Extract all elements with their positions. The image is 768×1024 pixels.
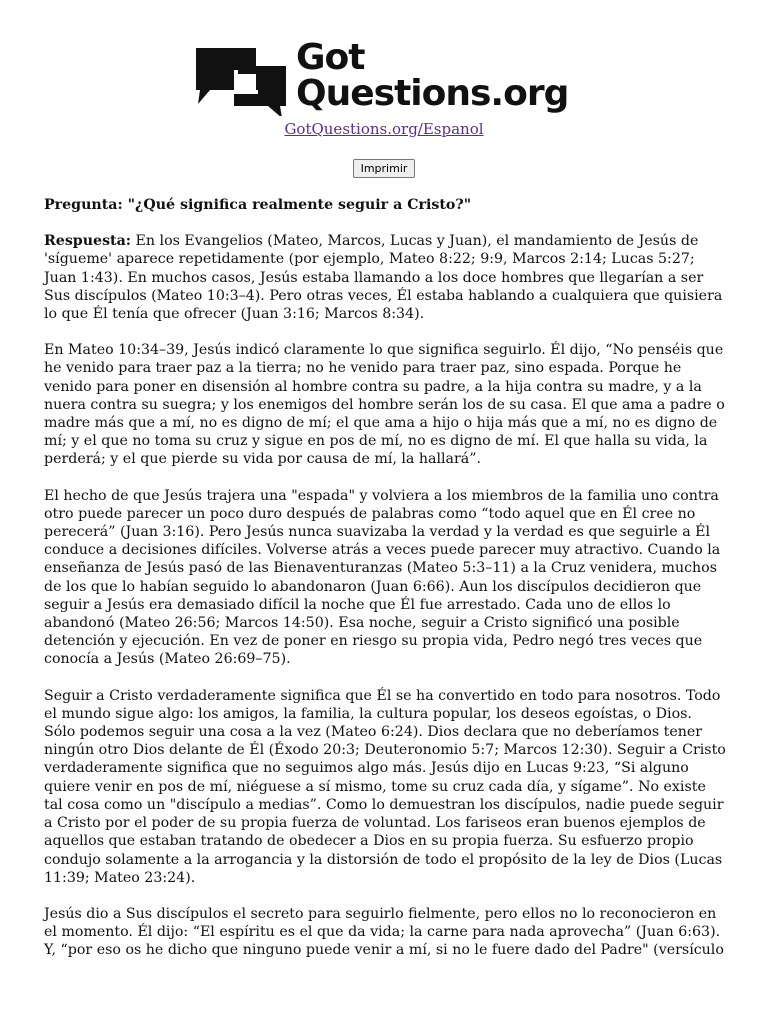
answer-intro-text: En los Evangelios (Mateo, Marcos, Lucas y Juan), el mandamiento de Jesús de 'sígueme' aparece repetidamente (por ejemplo, Mateo 8:22; 9:9, Marcos 2:14; Lucas 5:27; Juan 1:43). En muchos casos, Jesús estaba llamando a los doce hombres que llegarían a ser Sus discípulos (Mateo 10:3–4). Pero otras veces, Él estaba hablando a cualquiera que quisiera lo que Él tenía que ofrecer (Juan 3:16; Marcos 8:34). [44, 233, 723, 323]
logo-line-questions: Questions.org [296, 73, 569, 114]
logo-line-got: Got [296, 37, 365, 78]
question-heading: Pregunta: "¿Qué significa realmente seguir a Cristo?" [44, 197, 472, 213]
article-paragraph: Jesús dio a Sus discípulos el secreto para seguirlo fielmente, pero ellos no lo reconocieron en el momento. Él dijo: “El espíritu es el que da vida; la carne para nada aprovecha” (Juan 6:63). Y, “por eso os he dicho que ninguno puede venir a mí, si no le fuere dado del Padre" (versículo [44, 905, 724, 959]
print-button[interactable]: Imprimir [353, 159, 416, 178]
speech-bubbles-icon [194, 44, 288, 116]
article-paragraph: Seguir a Cristo verdaderamente significa que Él se ha convertido en todo para nosotros. Todo el mundo sigue algo: los amigos, la familia, la cultura popular, los deseos egoístas, o Dios. Sólo podemos seguir una cosa a la vez (Mateo 6:24). Dios declara que no deberíamos tener ningún otro Dios delante de Él (Éxodo 20:3; Deuteronomio 5:7; Marcos 12:30). Seguir a Cristo verdaderamente significa que no seguimos algo más. Jesús dijo en Lucas 9:23, “Si alguno quiere venir en pos de mí, niéguese a sí mismo, tome su cruz cada día, y sígame”. No existe tal cosa como un "discípulo a medias”. Como lo demuestran los discípulos, nadie puede seguir a Cristo por el poder de su propia fuerza de voluntad. Los fariseos eran buenos ejemplos de aquellos que estaban tratando de obedecer a Dios en su propia fuerza. Su esfuerzo propio condujo solamente a la arrogancia y la distorsión de todo el propósito de la ley de Dios (Lucas 11:39; Mateo 23:24). [44, 687, 726, 886]
article-paragraph: En Mateo 10:34–39, Jesús indicó claramente lo que significa seguirlo. Él dijo, “No penséis que he venido para traer paz a la tierra; no he venido para traer paz, sino espada. Porque he venido para poner en disensión al hombre contra su padre, a la hija contra su madre, y a la nuera contra su suegra; y los enemigos del hombre serán los de su casa. El que ama a padre o madre más que a mí, no es digno de mí; el que ama a hijo o hija más que a mí, no es digno de mí; y el que no toma su cruz y sigue en pos de mí, no es digno de mí. El que halla su vida, la perderá; y el que pierde su vida por causa de mí, la hallará”. [44, 342, 725, 468]
answer-paragraph [44, 232, 726, 323]
article-paragraph: El hecho de que Jesús trajera una "espada" y volviera a los miembros de la familia uno contra otro puede parecer un poco duro después de palabras como “todo aquel que en Él cree no perecerá” (Juan 3:16). Pero Jesús nunca suavizaba la verdad y la verdad es que seguirle a Él conduce a decisiones difíciles. Volverse atrás a veces puede parecer muy atractivo. Cuando la enseñanza de Jesús pasó de las Bienaventuranzas (Mateo 5:3–11) a la Cruz venidera, muchos de los que lo habían seguido lo abandonaron (Juan 6:66). Aun los discípulos decidieron que seguir a Jesús era demasiado difícil la noche que Él fue arrestado. Cada uno de ellos lo abandonó (Mateo 26:56; Marcos 14:50). Esa noche, seguir a Cristo significó una posible detención y ejecución. En vez de poner en riesgo su propia vida, Pedro negó tres veces que conocía a Jesús (Mateo 26:69–75). [44, 487, 721, 668]
logo-wordmark [296, 37, 569, 114]
print-button-wrap [0, 157, 768, 178]
answer-label: Respuesta: [44, 233, 132, 250]
gotquestions-logo [194, 37, 578, 124]
article-content [44, 196, 726, 978]
espanol-link[interactable]: GotQuestions.org/Espanol [284, 120, 484, 138]
